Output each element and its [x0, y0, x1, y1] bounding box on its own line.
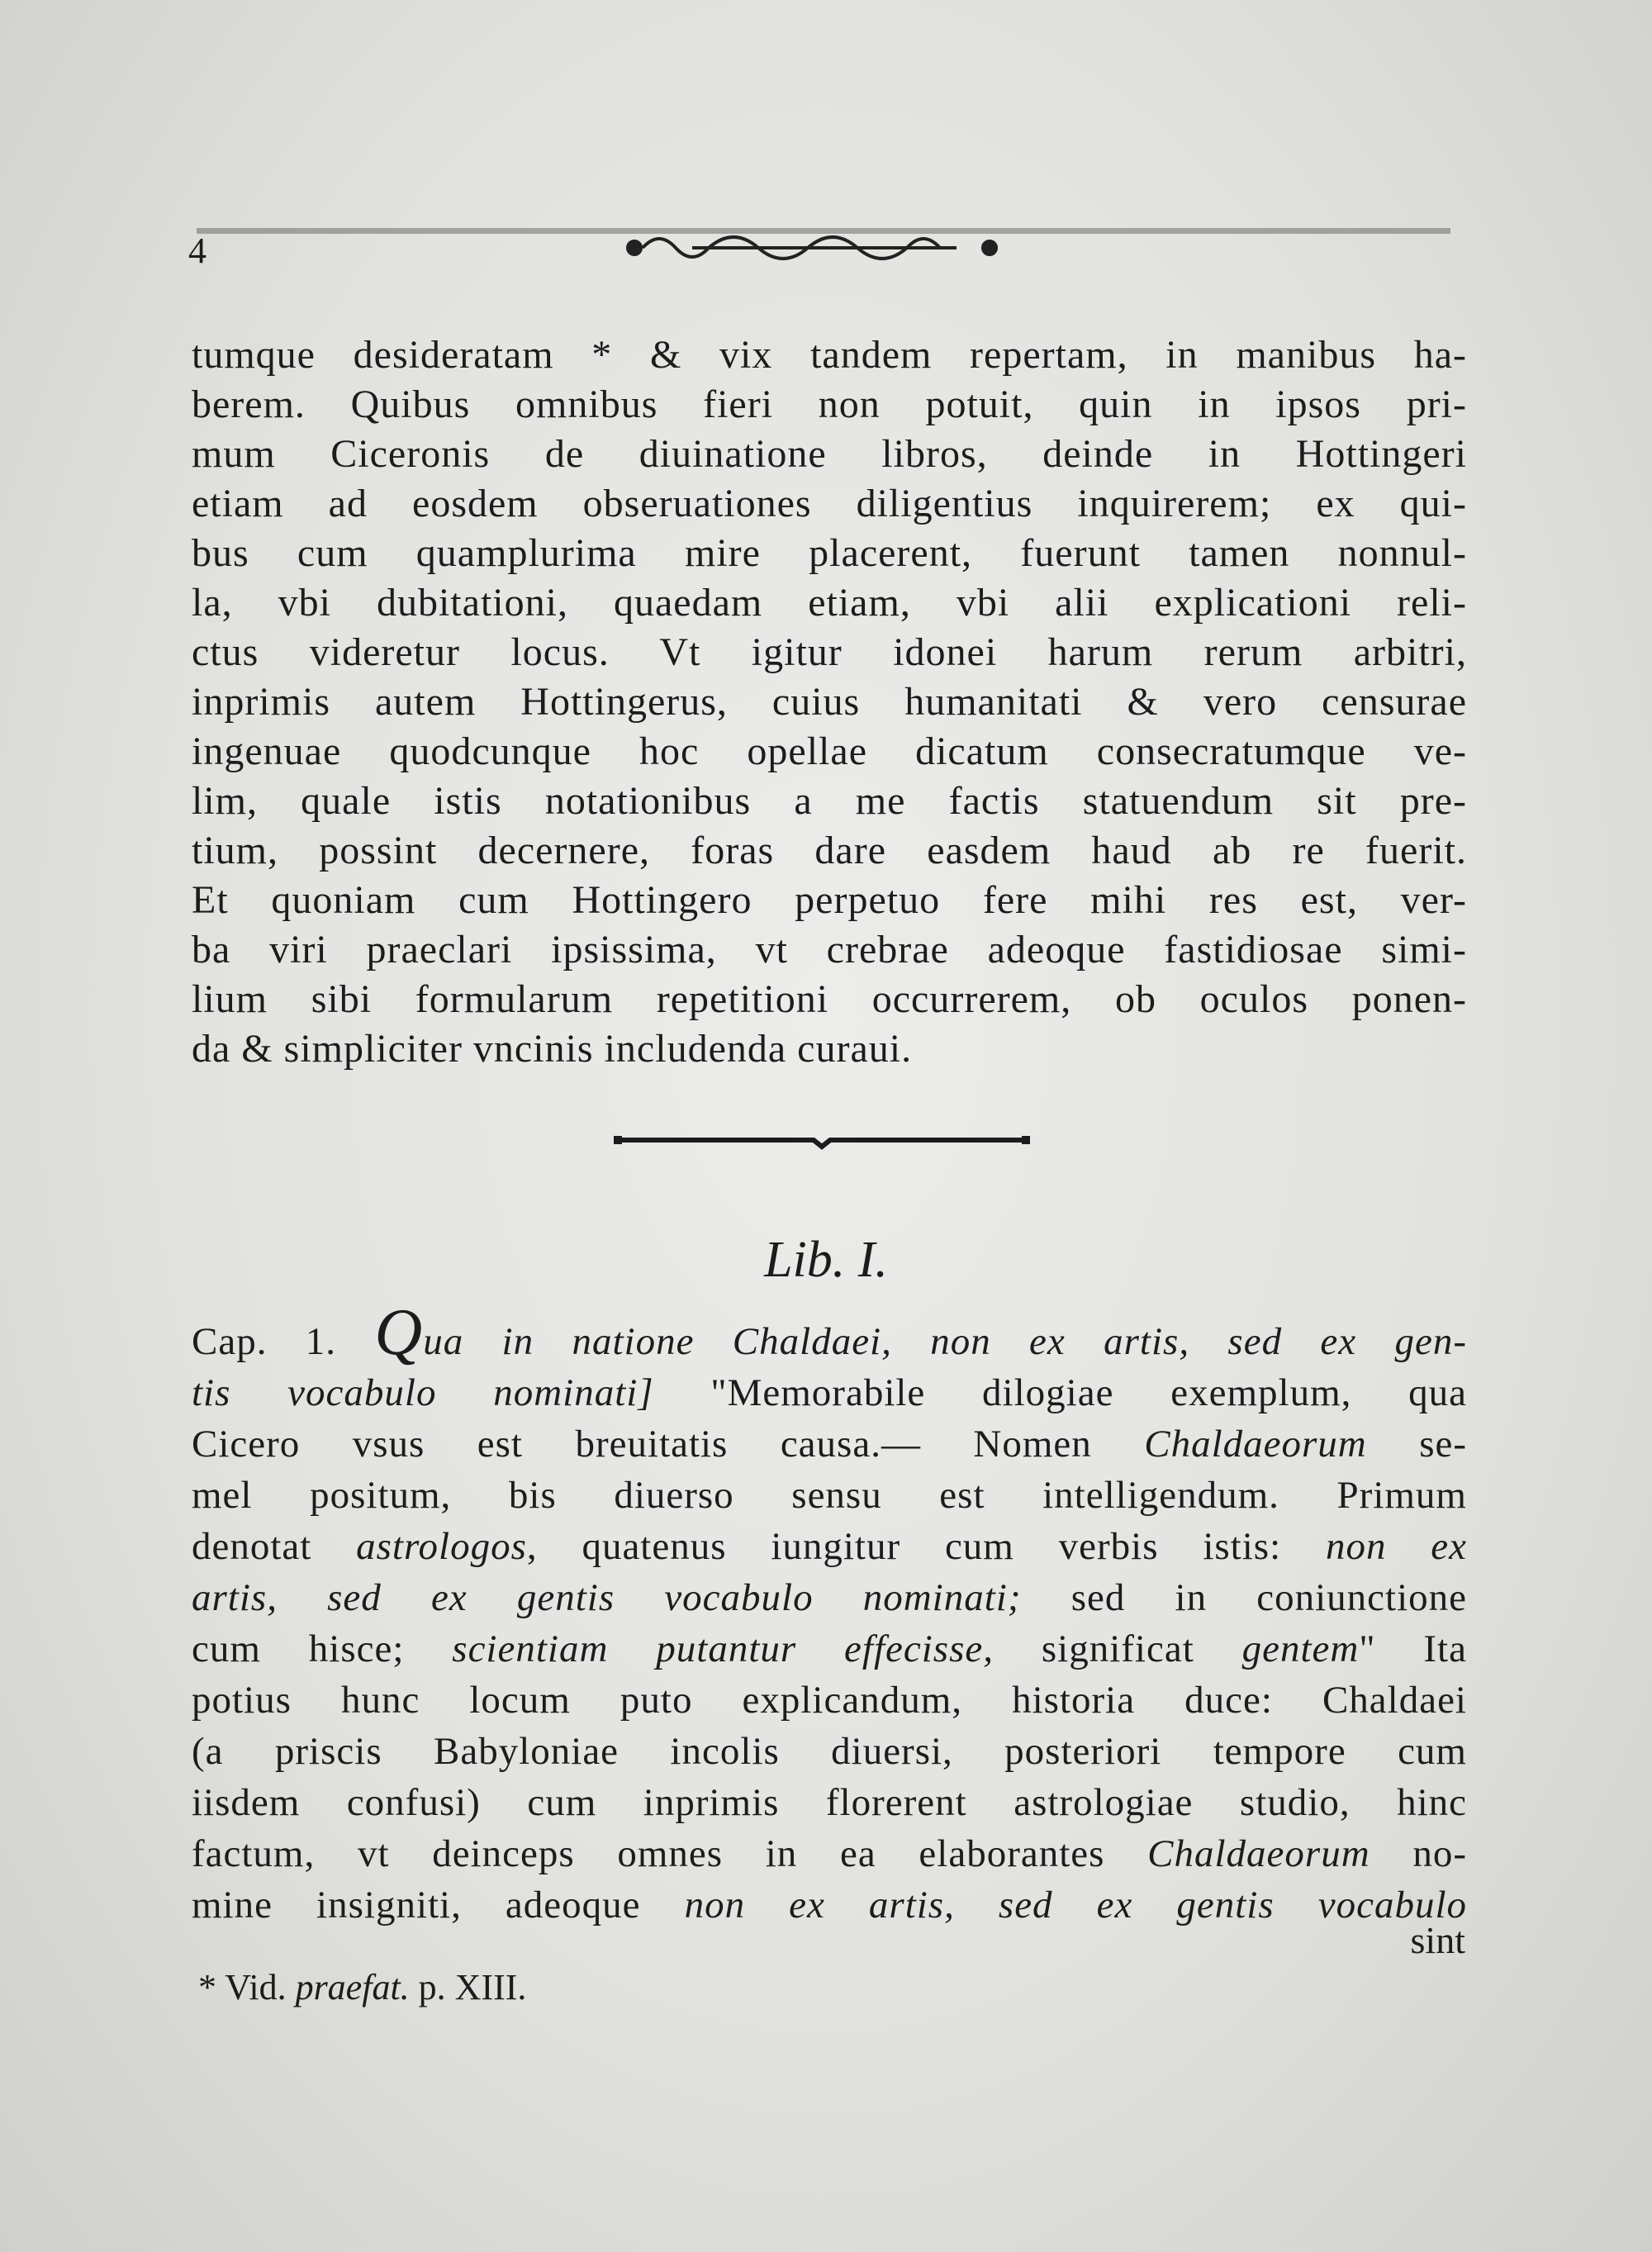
footnote: * Vid. praefat. p. XIII. [198, 1967, 527, 2007]
book-heading: Lib. I. [764, 1232, 888, 1288]
text-line: etiam ad eosdem obseruationes diligentius inquirerem; ex qui- [192, 482, 1467, 525]
text-line: mel positum, bis diuerso sensu est intelligendum. Primum [192, 1474, 1467, 1517]
text-line: ctus videretur locus. Vt igitur idonei harum rerum arbitri, [192, 630, 1467, 674]
text-line: ingenuae quodcunque hoc opellae dicatum consecratumque ve- [192, 729, 1467, 773]
text-line: inprimis autem Hottingerus, cuius humanitati & vero censurae [192, 680, 1467, 724]
text-line: mum Ciceronis de diuinatione libros, deinde in Hottingeri [192, 432, 1467, 476]
catch-word: sint [1410, 1919, 1465, 1961]
text-line: Et quoniam cum Hottingero perpetuo fere mihi res est, ver- [192, 878, 1467, 922]
text-line: denotat astrologos, quatenus iungitur cum verbis istis: non ex [192, 1525, 1467, 1568]
text-line: iisdem confusi) cum inprimis florerent astrologiae studio, hinc [192, 1781, 1467, 1824]
chapter-label: Cap. 1. [192, 1320, 337, 1363]
page-number: 4 [188, 230, 206, 271]
paragraph-chapter [192, 1296, 1468, 1931]
text-line: bus cum quamplurima mire placerent, fuerunt tamen nonnul- [192, 531, 1467, 575]
text-line: la, vbi dubitationi, quaedam etiam, vbi alii explicationi reli- [192, 581, 1467, 625]
text-line: mine insigniti, adeoque non ex artis, sed ex gentis vocabulo [192, 1884, 1467, 1927]
text-line: potius hunc locum puto explicandum, historia duce: Chaldaei [192, 1679, 1467, 1722]
paragraph-top [192, 330, 1467, 1074]
text-line: lium sibi formularum repetitioni occurrerem, ob oculos ponen- [192, 977, 1467, 1021]
text-line: cum hisce; scientiam putantur effecisse, significat gentem" Ita [192, 1627, 1467, 1670]
text-line: tumque desideratam * & vix tandem repertam, in manibus ha- [192, 333, 1467, 377]
text-line-last: da & simpliciter vncinis includenda curaui. [192, 1027, 913, 1071]
text-line: artis, sed ex gentis vocabulo nominati; sed in coniunctione [192, 1576, 1468, 1619]
fleuron-ornament [628, 237, 996, 259]
text-line: factum, vt deinceps omnes in ea elaborantes Chaldaeorum no- [192, 1832, 1467, 1875]
text-line: Cap. 1. Qua in natione Chaldaei, non ex artis, sed ex gen- [192, 1296, 1468, 1369]
text-line: lim, quale istis notationibus a me factis statuendum sit pre- [192, 779, 1467, 823]
text-line: tium, possint decernere, foras dare easdem haud ab re fuerit. [192, 829, 1467, 872]
text-line: Cicero vsus est breuitatis causa.— Nomen Chaldaeorum se- [192, 1423, 1467, 1466]
section-rule-ornament [607, 1124, 1037, 1157]
text-line: (a priscis Babyloniae incolis diuersi, posteriori tempore cum [192, 1730, 1467, 1773]
text-line: tis vocabulo nominati] "Memorabile dilogiae exemplum, qua [192, 1371, 1468, 1414]
text-line: ba viri praeclari ipsissima, vt crebrae adeoque fastidiosae simi- [192, 928, 1467, 972]
drop-initial: Q [374, 1296, 424, 1369]
text-line: berem. Quibus omnibus fieri non potuit, quin in ipsos pri- [192, 382, 1467, 426]
header-ornament [197, 223, 1450, 273]
